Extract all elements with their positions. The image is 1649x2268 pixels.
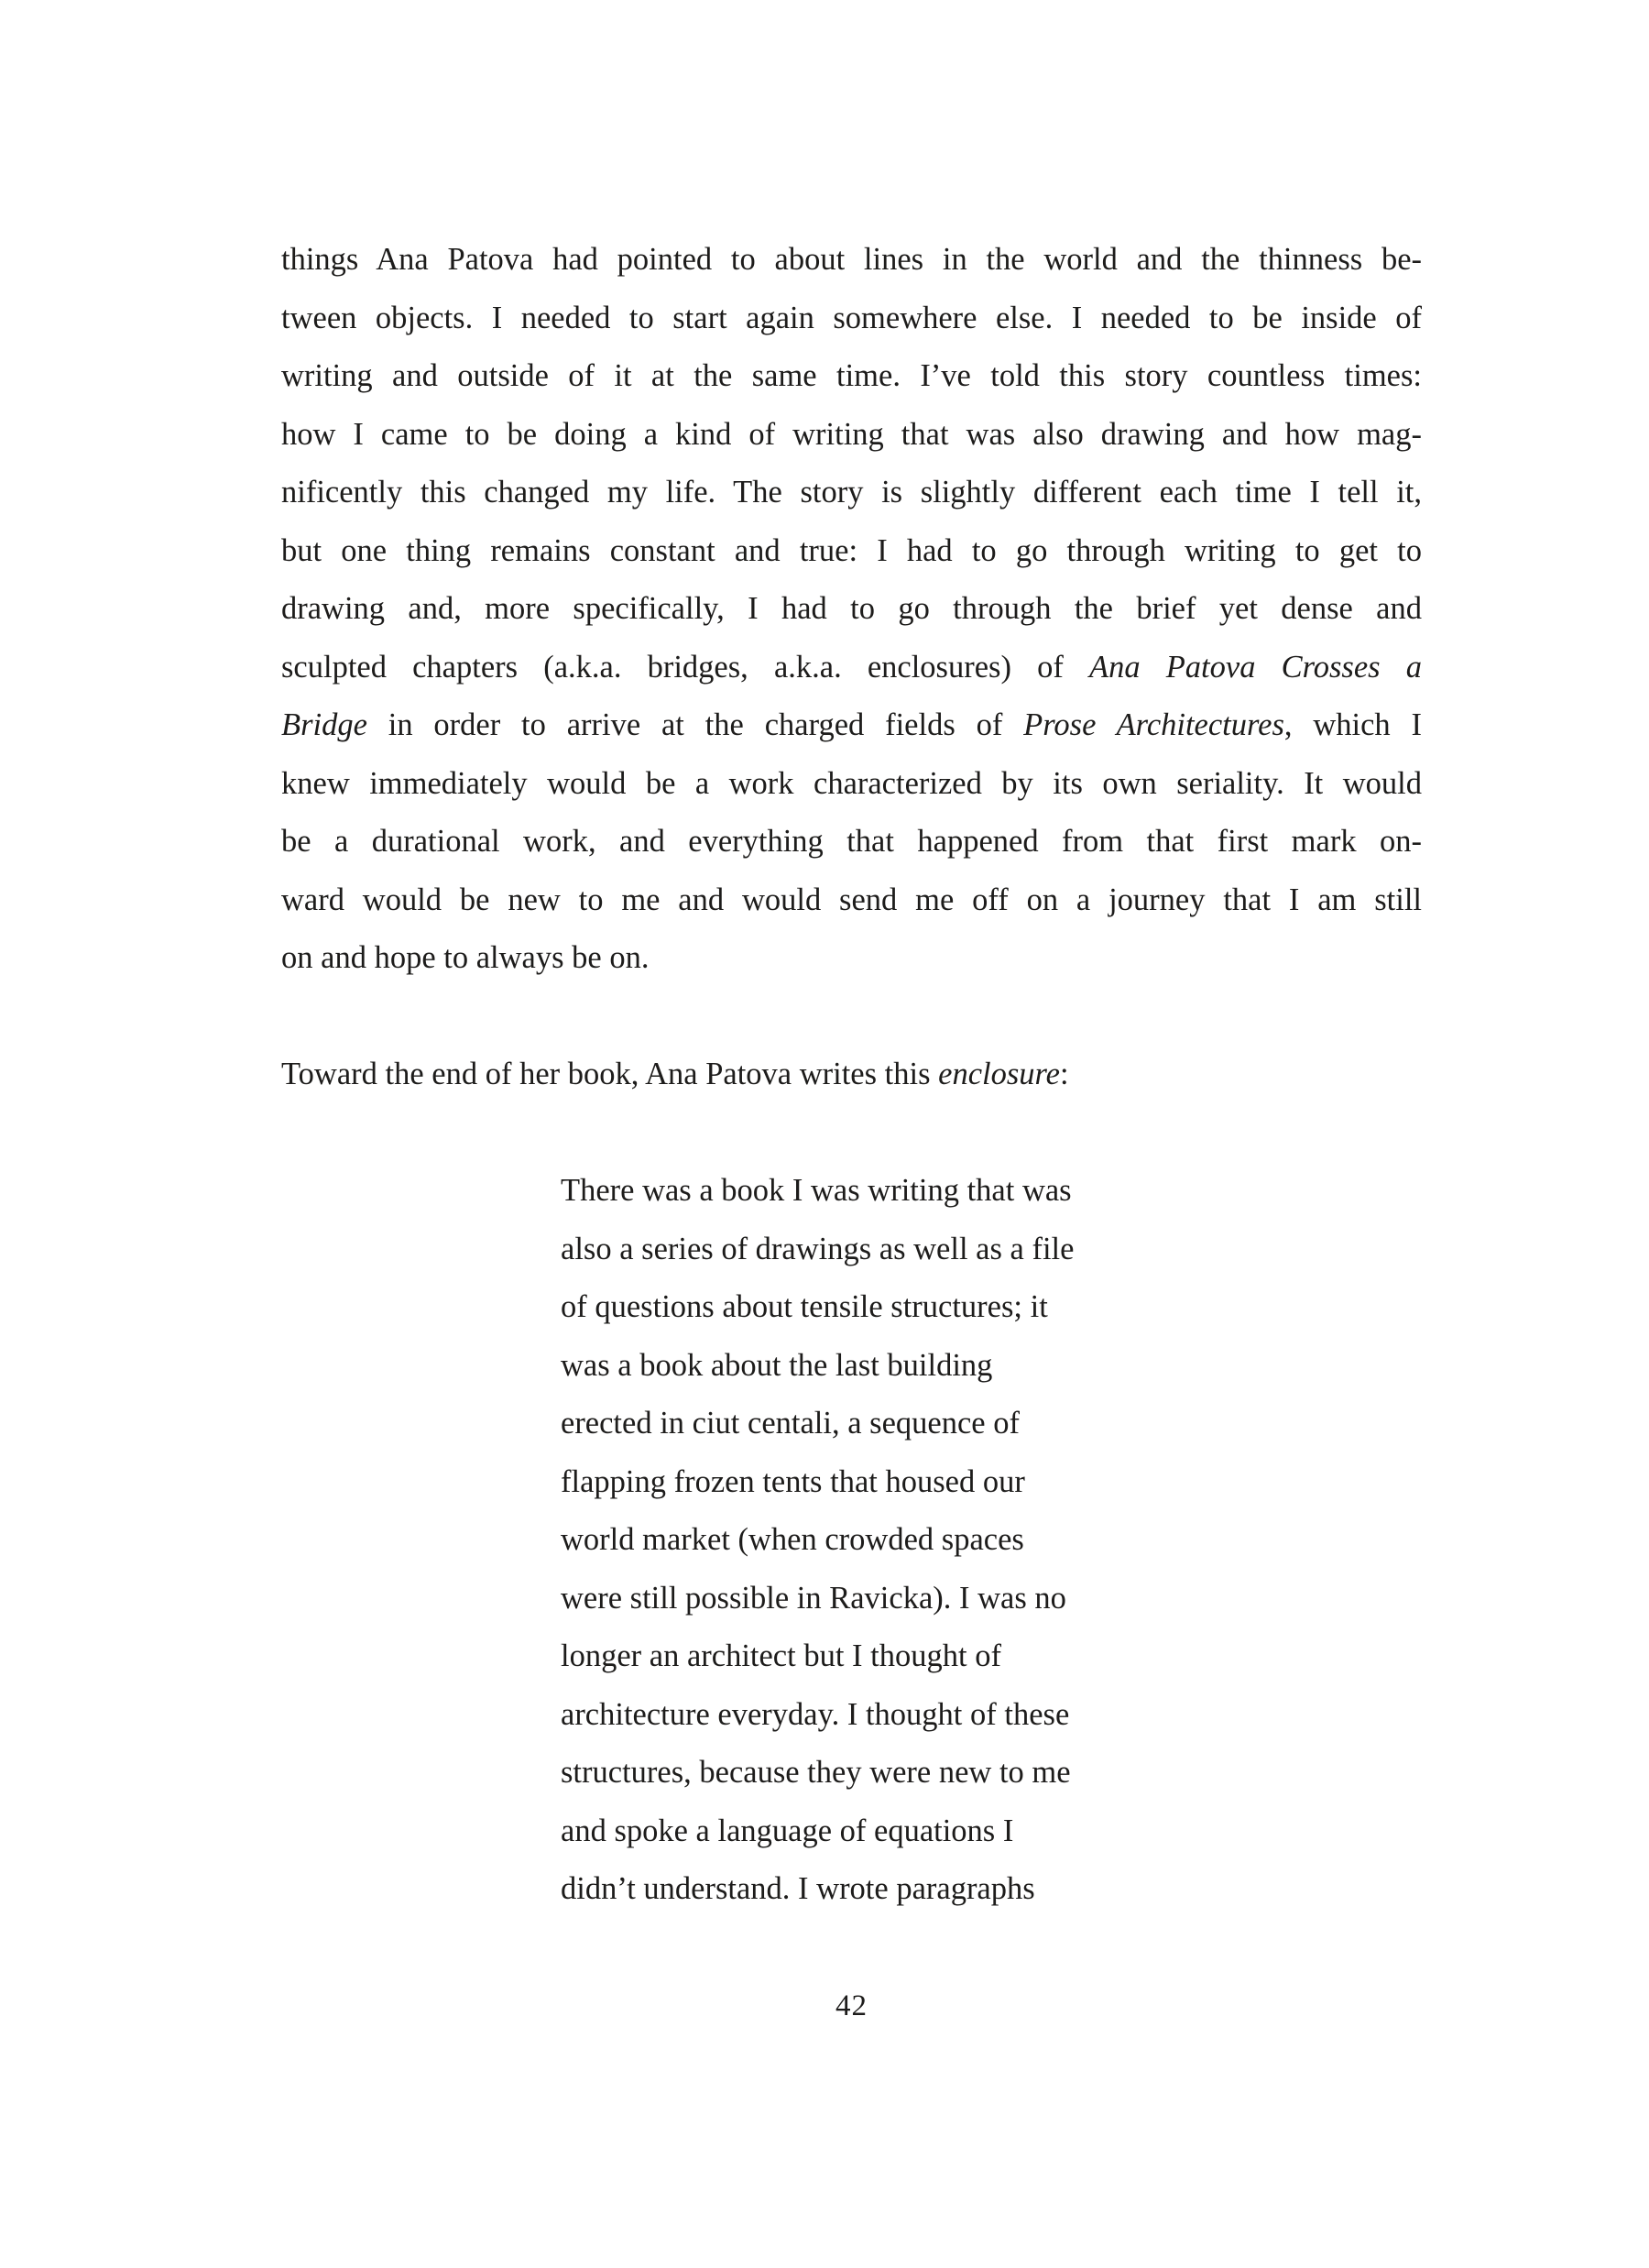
- body-line: [281, 290, 1422, 348]
- body-line: [281, 755, 1422, 814]
- body-line: [281, 347, 1422, 406]
- text-segment: , which I: [1283, 707, 1423, 742]
- body-line: [281, 639, 1422, 697]
- text-segment: how I came to be doing a kind of writing that was also drawing and how mag-: [281, 416, 1422, 452]
- block-quote: [561, 1162, 1202, 1919]
- text-segment: structures, because they were new to me: [561, 1755, 1071, 1790]
- text-segment: erected in ciut centali, a sequence of: [561, 1406, 1020, 1441]
- page-number: 42: [835, 1989, 868, 2022]
- italic-text: Bridge: [281, 707, 367, 742]
- body-line: [281, 464, 1422, 522]
- quote-line: [561, 1395, 1202, 1453]
- text-segment: There was a book I was writing that was: [561, 1173, 1072, 1208]
- text-segment: were still possible in Ravicka). I was no: [561, 1580, 1066, 1616]
- text-segment: world market (when crowded spaces: [561, 1522, 1024, 1557]
- quote-line: [561, 1511, 1202, 1570]
- text-segment: and spoke a language of equations I: [561, 1813, 1014, 1848]
- text-block: [281, 231, 1422, 1919]
- text-segment: architecture everyday. I thought of these: [561, 1696, 1070, 1732]
- body-line: [281, 696, 1422, 755]
- body-line: [281, 522, 1422, 581]
- quote-line: [561, 1744, 1202, 1802]
- text-segment: Toward the end of her book, Ana Patova writes this: [281, 1057, 939, 1091]
- body-line: [281, 871, 1422, 930]
- text-segment: drawing and, more specifically, I had to go through the brief yet dense and: [281, 591, 1422, 626]
- body-line: [281, 929, 1422, 988]
- quote-line: [561, 1221, 1202, 1279]
- text-segment: on and hope to always be on.: [281, 940, 650, 975]
- text-segment: things Ana Patova had pointed to about lines in the world and the thinness be-: [281, 242, 1422, 277]
- italic-text: Ana Patova Crosses a: [1089, 649, 1422, 685]
- text-segment: was a book about the last building: [561, 1347, 993, 1383]
- quote-line: [561, 1570, 1202, 1628]
- body-line: [281, 580, 1422, 639]
- text-segment: in order to arrive at the charged fields of: [366, 707, 1024, 742]
- body-paragraph: [281, 231, 1422, 988]
- text-segment: knew immediately would be a work characterized by its own seriality. It would: [281, 765, 1422, 801]
- quote-line: [561, 1337, 1202, 1396]
- text-segment: writing and outside of it at the same time. I’ve told this story countless times:: [281, 358, 1422, 393]
- italic-text: Prose Architectures: [1023, 707, 1284, 742]
- quote-line: [561, 1627, 1202, 1686]
- body-line: [281, 813, 1422, 871]
- intro-line: [281, 1046, 1422, 1104]
- text-segment: but one thing remains constant and true: I had to go through writing to get to: [281, 532, 1422, 568]
- intro-paragraph: [281, 1046, 1422, 1104]
- text-segment: didn’t understand. I wrote paragraphs: [561, 1871, 1035, 1906]
- quote-line: [561, 1802, 1202, 1861]
- text-segment: nificently this changed my life. The story is slightly different each time I tell it,: [281, 475, 1422, 509]
- quote-line: [561, 1453, 1202, 1512]
- quote-line: [561, 1278, 1202, 1337]
- text-segment: also a series of drawings as well as a file: [561, 1231, 1075, 1266]
- body-line: [281, 231, 1422, 290]
- quote-line: [561, 1686, 1202, 1745]
- quote-line: [561, 1162, 1202, 1221]
- body-line: [281, 406, 1422, 465]
- text-segment: :: [1060, 1057, 1069, 1091]
- text-segment: of questions about tensile structures; it: [561, 1289, 1048, 1324]
- text-segment: sculpted chapters (a.k.a. bridges, a.k.a. enclosures) of: [281, 649, 1089, 685]
- text-segment: longer an architect but I thought of: [561, 1638, 1001, 1673]
- quote-line: [561, 1860, 1202, 1919]
- text-segment: ward would be new to me and would send me off on a journey that I am still: [281, 882, 1422, 917]
- italic-text: enclosure: [938, 1057, 1060, 1091]
- text-segment: tween objects. I needed to start again somewhere else. I needed to be inside of: [281, 300, 1422, 335]
- text-segment: be a durational work, and everything that happened from that first mark on-: [281, 824, 1422, 859]
- text-segment: flapping frozen tents that housed our: [561, 1463, 1025, 1499]
